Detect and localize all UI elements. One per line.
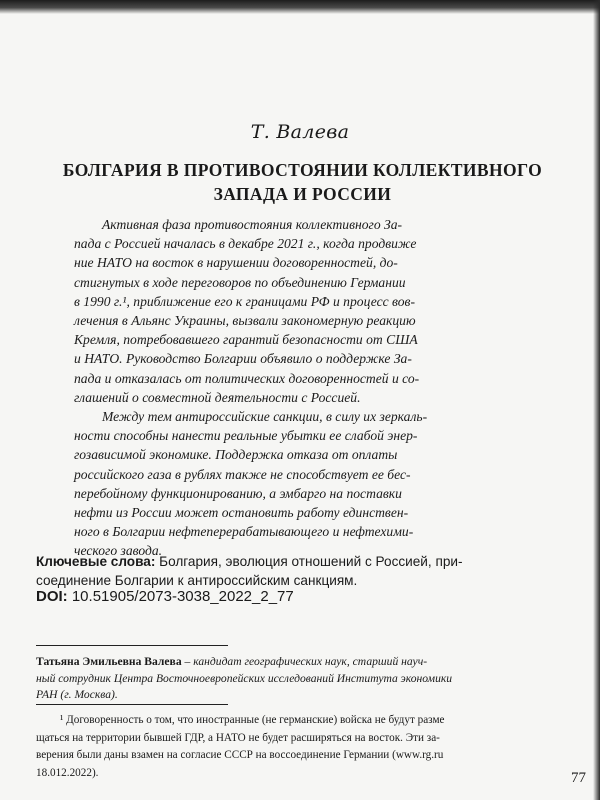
author-note-line: ный сотрудник Центра Восточноевропейских исследований Института экономики bbox=[36, 671, 453, 685]
footnote bbox=[36, 712, 596, 782]
article-author: Т. Валева bbox=[250, 121, 350, 143]
abstract-line: нефти из России может остановить работу единствен- bbox=[74, 505, 409, 521]
abstract-line: в 1990 г.¹, приближение его к границами РФ и процесс вов- bbox=[74, 293, 415, 309]
abstract-line: российского газа в рублях также не способствует ее бес- bbox=[74, 466, 411, 482]
abstract-line: ности способны нанести реальные убытки ее слабой энер- bbox=[74, 428, 418, 444]
footnote-line: верения были даны взамен на согласие СССР на воссоединение Германии (www.rg.ru bbox=[36, 749, 444, 761]
abstract-line: глашений о совместной деятельности с Россией. bbox=[74, 389, 361, 405]
author-note-line: РАН (г. Москва). bbox=[36, 688, 118, 701]
abstract-line: ние НАТО на восток в нарушении договоренностей, до- bbox=[74, 255, 398, 271]
keywords-label: Ключевые слова: bbox=[36, 554, 156, 569]
author-note-name: Татьяна Эмильевна Валева bbox=[36, 655, 182, 668]
abstract-line: Активная фаза противостояния коллективного За- bbox=[102, 217, 403, 232]
article-abstract bbox=[74, 215, 582, 561]
abstract-line: лечения в Альянс Украины, вызвали закономерную реакцию bbox=[74, 313, 416, 329]
keywords-line bbox=[36, 552, 584, 571]
doi-line bbox=[36, 588, 294, 605]
abstract-line: ческого завода. bbox=[74, 543, 163, 559]
abstract-line: и НАТО. Руководство Болгарии объявило о поддержке За- bbox=[74, 351, 412, 367]
author-note-desc: – кандидат географических наук, старший науч- bbox=[184, 655, 428, 668]
footnote-line: 18.012.2022). bbox=[36, 766, 99, 779]
abstract-line: стигнутых в ходе переговоров по объединению Германии bbox=[74, 274, 406, 290]
abstract-line: пада с Россией началась в декабре 2021 г., когда продвиже bbox=[74, 236, 417, 252]
footnote-line: ¹ Договоренность о том, что иностранные (не германские) войска не будут разме bbox=[60, 714, 445, 726]
abstract-line: перебойному функционированию, а эмбарго на поставки bbox=[74, 485, 402, 501]
author-note-divider bbox=[36, 645, 228, 646]
keywords-text: соединение Болгарии к антироссийским санкциям. bbox=[36, 573, 358, 588]
author-note bbox=[36, 654, 596, 704]
doi-value: 10.51905/2073-3038_2022_2_77 bbox=[71, 588, 294, 605]
abstract-line: пада и отказалась от политических договоренностей и со- bbox=[74, 370, 420, 386]
author-note-line bbox=[36, 654, 596, 671]
article-title bbox=[40, 158, 565, 206]
title-line: БОЛГАРИЯ В ПРОТИВОСТОЯНИИ КОЛЛЕКТИВНОГО bbox=[62, 160, 543, 180]
abstract-line: Между тем антироссийские санкции, в силу их зеркаль- bbox=[102, 409, 428, 425]
abstract-line: Кремля, потребовавшего гарантий безопасности от США bbox=[74, 332, 418, 348]
footnote-line: щаться на территории бывшей ГДР, а НАТО не будет расширяться на восток. Эти за- bbox=[36, 731, 440, 744]
page-number: 77 bbox=[571, 770, 586, 786]
abstract-line: ного в Болгарии нефтеперерабатывающего и нефтехими- bbox=[74, 524, 414, 540]
title-line: ЗАПАДА И РОССИИ bbox=[213, 184, 392, 204]
scan-shadow-top bbox=[0, 0, 600, 14]
abstract-line: гозависимой экономике. Поддержка отказа от оплаты bbox=[74, 447, 398, 463]
doi-label: DOI: bbox=[36, 588, 68, 605]
footnote-divider bbox=[36, 704, 228, 705]
keywords-block bbox=[36, 552, 584, 590]
keywords-text: Болгария, эволюция отношений с Россией, при- bbox=[159, 554, 463, 569]
